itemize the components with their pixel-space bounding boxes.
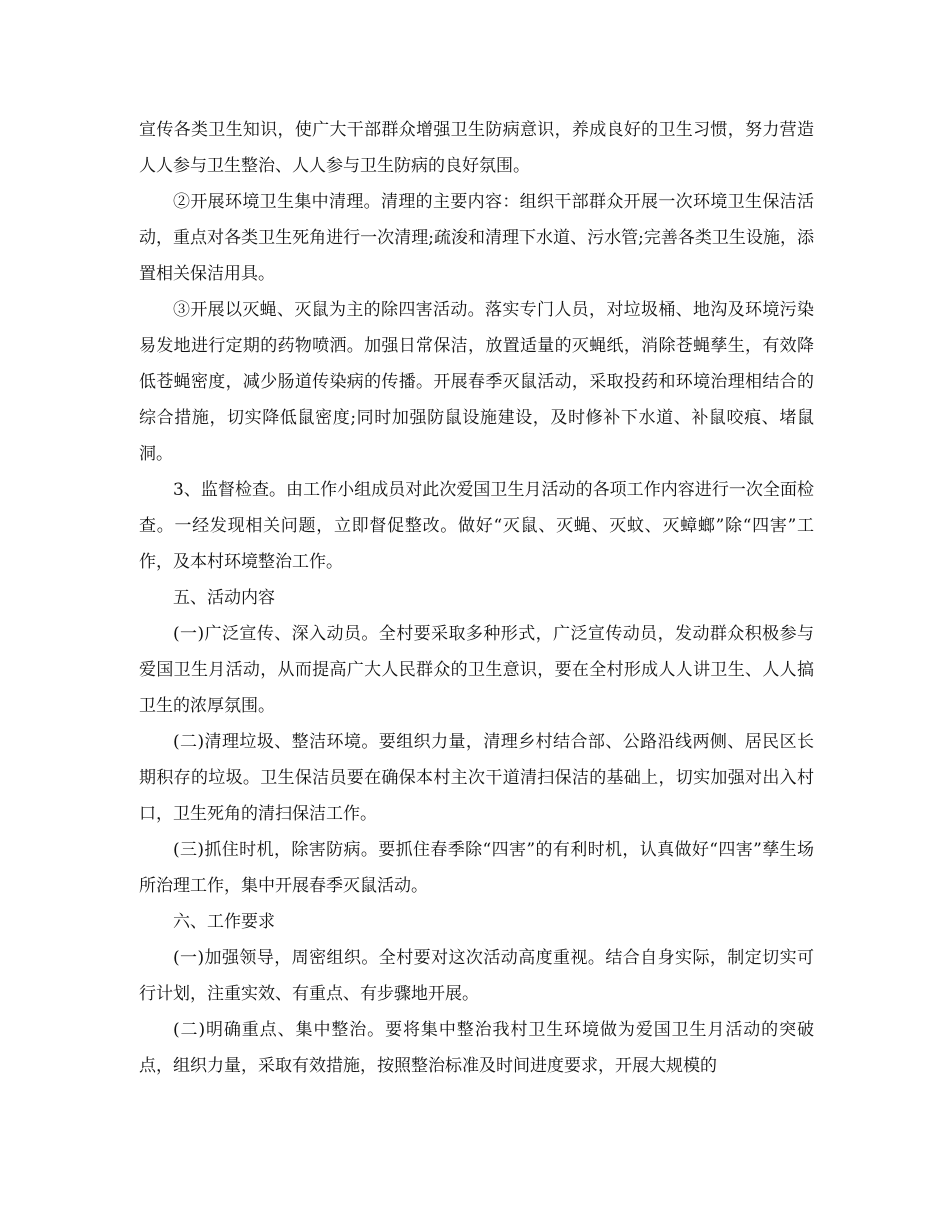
paragraph-environment-cleanup: ②开展环境卫生集中清理。清理的主要内容：组织干部群众开展一次环境卫生保洁活动，重点对各类卫生死角进行一次清理;疏浚和清理下水道、污水管;完善各类卫生设施，添置相关保洁用具。 bbox=[139, 192, 814, 284]
paragraph-garbage-cleanup: (二)清理垃圾、整洁环境。要组织力量，清理乡村结合部、公路沿线两侧、居民区长期积存的垃圾。卫生保洁员要在确保本村主次干道清扫保洁的基础上，切实加强对出入村口，卫生死角的清扫保洁工作。 bbox=[139, 732, 814, 824]
document-page bbox=[139, 112, 814, 1084]
paragraph-key-focus: (二)明确重点、集中整治。要将集中整治我村卫生环境做为爱国卫生月活动的突破点，组织力量，采取有效措施，按照整治标准及时间进度要求，开展大规模的 bbox=[139, 1020, 814, 1076]
paragraph-leadership: (一)加强领导，周密组织。全村要对这次活动高度重视。结合自身实际，制定切实可行计划，注重实效、有重点、有步骤地开展。 bbox=[139, 948, 814, 1004]
paragraph-pest-prevention: (三)抓住时机，除害防病。要抓住春季除“四害”的有利时机，认真做好“四害”孳生场所治理工作，集中开展春季灭鼠活动。 bbox=[139, 840, 814, 896]
paragraph-supervision: 3、监督检查。由工作小组成员对此次爱国卫生月活动的各项工作内容进行一次全面检查。一经发现相关问题，立即督促整改。做好“灭鼠、灭蝇、灭蚊、灭蟑螂”除“四害”工作，及本村环境整治工作。 bbox=[139, 480, 814, 572]
paragraph-pest-control: ③开展以灭蝇、灭鼠为主的除四害活动。落实专门人员，对垃圾桶、地沟及环境污染易发地进行定期的药物喷洒。加强日常保洁，放置适量的灭蝇纸，消除苍蝇孳生，有效降低苍蝇密度，减少肠道传染病的传播。开展春季灭鼠活动，采取投药和环境治理相结合的综合措施，切实降低鼠密度;同时加强防鼠设施建设，及时修补下水道、补鼠咬痕、堵鼠洞。 bbox=[139, 300, 814, 464]
section-heading-activity-content: 五、活动内容 bbox=[173, 588, 275, 608]
paragraph-continuation: 宣传各类卫生知识，使广大干部群众增强卫生防病意识，养成良好的卫生习惯，努力营造人人参与卫生整治、人人参与卫生防病的良好氛围。 bbox=[139, 120, 814, 176]
section-heading-work-requirements: 六、工作要求 bbox=[173, 912, 275, 932]
paragraph-publicity: (一)广泛宣传、深入动员。全村要采取多种形式，广泛宣传动员，发动群众积极参与爱国卫生月活动，从而提高广大人民群众的卫生意识，要在全村形成人人讲卫生、人人搞卫生的浓厚氛围。 bbox=[139, 624, 814, 716]
